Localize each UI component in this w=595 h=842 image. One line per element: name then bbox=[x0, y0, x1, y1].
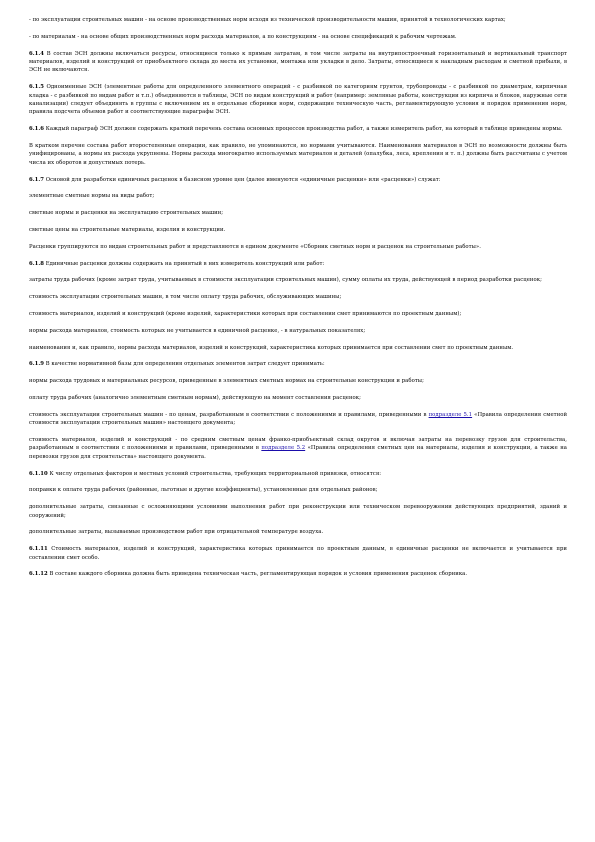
clause-paragraph bbox=[29, 260, 567, 268]
cross-reference-link[interactable]: подразделе 5.2 bbox=[261, 445, 306, 452]
clause-number: 6.1.6 bbox=[29, 126, 44, 133]
paragraph-text: Каждый параграф ЭСН должен содержать краткий перечень состава основных процессов производства работ, а также измеритель работ, на который в таблице приведены нормы. bbox=[45, 126, 563, 133]
body-paragraph bbox=[29, 209, 567, 217]
paragraph-text: - по эксплуатации строительных машин - на основе производственных норм исходя из технической производительности машин, принятой в технологических картах; bbox=[29, 17, 506, 23]
body-paragraph bbox=[29, 327, 567, 335]
paragraph-text: оплату труда рабочих (аналогично элементным сметным нормам), действующую на момент составления расценок; bbox=[29, 394, 361, 401]
clause-paragraph bbox=[29, 545, 567, 562]
body-paragraph bbox=[29, 486, 567, 494]
body-paragraph bbox=[29, 276, 567, 284]
paragraph-text: Расценки группируются по видам строительных работ и представляются в едином документе «Сборник сметных норм и расценок на строительные работы». bbox=[29, 243, 481, 250]
clause-paragraph bbox=[29, 470, 567, 478]
paragraph-text: сметные цены на строительные материалы, изделия и конструкции. bbox=[29, 227, 226, 234]
clause-number: 6.1.7 bbox=[29, 176, 44, 183]
body-paragraph bbox=[29, 394, 567, 402]
cross-reference-link[interactable]: подразделе 5.1 bbox=[428, 411, 473, 418]
clause-number: 6.1.10 bbox=[29, 470, 48, 477]
body-paragraph bbox=[29, 436, 567, 461]
paragraph-text: стоимость материалов, изделий и конструкций - по средним сметным ценам франко-приобъектный склад округов и включая затраты на перевозку грузов для строительства, разработанным в соответствии с положениями и правилами, приведенными в bbox=[29, 436, 567, 452]
paragraph-text: стоимость материалов, изделий и конструкций (кроме изделий, характеристики которых при составлении смет принимаются по проектным данным); bbox=[29, 311, 462, 317]
paragraph-text: «Правила определения сметных цен на материалы, изделия и конструкции, а также на перевозки грузов для строительства» настоящего документа. bbox=[29, 445, 568, 460]
paragraph-text: Единичные расценки должны содержать на принятый в них измеритель конструкций или работ: bbox=[45, 260, 325, 267]
clause-number: 6.1.5 bbox=[29, 84, 44, 91]
paragraph-text: стоимость эксплуатации строительных машин, в том числе оплату труда рабочих, обслуживающих машины; bbox=[29, 294, 342, 301]
body-paragraph bbox=[29, 411, 567, 428]
clause-paragraph bbox=[29, 125, 567, 133]
body-paragraph bbox=[29, 142, 567, 167]
body-paragraph bbox=[29, 243, 567, 251]
body-paragraph bbox=[29, 503, 567, 520]
body-paragraph bbox=[29, 16, 567, 24]
paragraph-text: В качестве нормативной базы для определения отдельных элементов затрат следует принимать: bbox=[45, 361, 325, 368]
paragraph-text: стоимость эксплуатации строительных машин - по ценам, разработанным в соответствии с положениями и правилами, приведенными в bbox=[29, 411, 429, 418]
clause-number: 6.1.8 bbox=[29, 260, 44, 267]
paragraph-text: «Правила определения сметной стоимости эксплуатации строительных машин» настоящего документа; bbox=[29, 411, 568, 427]
paragraph-text: Основой для разработки единичных расценок в базисном уровне цен (далее именуются «единичные расценки» или «расценки») служат: bbox=[45, 176, 441, 183]
clause-paragraph bbox=[29, 83, 567, 117]
paragraph-text: К числу отдельных факторов и местных условий строительства, требующих территориальной привязки, относятся: bbox=[49, 470, 382, 477]
paragraph-text: затраты труда рабочих (кроме затрат труда, учитываемых в стоимости эксплуатации строительных машин), сумму оплаты их труда, действующей в период разработки расценок; bbox=[29, 277, 542, 284]
paragraph-text: нормы расхода материалов, стоимость которых не учитывается в единичной расценке, - в натуральных показателях; bbox=[29, 327, 366, 334]
clause-number: 6.1.12 bbox=[29, 571, 48, 578]
paragraph-text: поправки к оплате труда рабочих (районные, льготные и другие коэффициенты), установленные для отдельных районов; bbox=[29, 487, 378, 494]
document-page bbox=[29, 16, 567, 587]
body-paragraph bbox=[29, 226, 567, 234]
body-paragraph bbox=[29, 310, 567, 318]
clause-number: 6.1.4 bbox=[29, 50, 44, 57]
clause-number: 6.1.11 bbox=[29, 546, 48, 553]
paragraph-text: дополнительные затраты, связанные с осложняющими условиями выполнения работ при реконструкции или техническом перевооружении действующих предприятий, зданий и сооружений; bbox=[29, 504, 567, 519]
paragraph-text: Стоимость материалов, изделий и конструкций, характеристика которых принимается по проектным данным, в единичные расценки не включается и учитывается при составлении смет особо. bbox=[29, 546, 567, 561]
paragraph-text: сметные нормы и расценки на эксплуатацию строительных машин; bbox=[29, 210, 224, 217]
paragraph-text: элементные сметные нормы на виды работ; bbox=[29, 193, 155, 200]
body-paragraph bbox=[29, 344, 567, 352]
body-paragraph bbox=[29, 528, 567, 536]
paragraph-text: В кратком перечне состава работ второстепенные операции, как правило, не упоминаются, но нормами учитываются. Наименования материалов в ЭСН по возможности должны быть унифицированы, а нормы их расхода укрупнены. Нормы расхода многократно используемых материалов и деталей (опалубка, леса, крепления и т. п.) должны быть рассчитаны с учетом числа их оборотов и допустимых потерь. bbox=[29, 143, 567, 166]
paragraph-text: В состав ЭСН должны включаться ресурсы, относящиеся только к прямым затратам, в том числе затраты на внутрипостроечный горизонтальный и вертикальный транспорт материалов, изделий и конструкций от приобъектного склада до места их установки, монтажа или укладки в дело. Затраты, относящиеся к накладным расходам и сметной прибыли, в ЭСН не включаются. bbox=[29, 50, 567, 74]
paragraph-text: В составе каждого сборника должна быть приведена техническая часть, регламентирующая порядок и условия применения расценок сборника. bbox=[49, 571, 468, 578]
body-paragraph bbox=[29, 192, 567, 200]
clause-paragraph bbox=[29, 50, 567, 75]
clause-paragraph bbox=[29, 176, 567, 184]
paragraph-text: Одноименные ЭСН (элементные работы для определенного элементного операций - с разбивкой по категориям грунтов, трубопроводы - с разбивкой по диаметрам, кирпичная кладка - с разбивкой по видам работ и т.п.) объединяются в таблицы, ЭСН по видам конструкций и работ (например: земляные работы, конструкции из кирпича и блоков, наружные сети канализации) следует объединять в группы с включением их в отдельные сборники норм, содержащие техническую часть, регламентирующую условия и порядок применения норм, правила подсчета объемов работ и соответствующие параграфы ЭСН. bbox=[29, 84, 567, 116]
body-paragraph bbox=[29, 293, 567, 301]
clause-paragraph bbox=[29, 360, 567, 368]
clause-paragraph bbox=[29, 570, 567, 578]
paragraph-text: наименования и, как правило, нормы расхода материалов, изделий и конструкций, характеристика которых принимается при составлении смет по проектным данным. bbox=[29, 344, 514, 351]
paragraph-text: нормы расхода трудовых и материальных ресурсов, приведенные в элементных сметных нормах на строительные конструкции и работы; bbox=[29, 378, 424, 385]
paragraph-text: дополнительные затраты, вызываемые производством работ при отрицательной температуре воздуха. bbox=[29, 529, 324, 536]
clause-number: 6.1.9 bbox=[29, 361, 44, 368]
paragraph-text: - по материалам - на основе общих производственных норм расхода материалов, а по конструкциям - на основе спецификаций к рабочим чертежам. bbox=[29, 33, 457, 40]
body-paragraph bbox=[29, 377, 567, 385]
body-paragraph bbox=[29, 33, 567, 41]
